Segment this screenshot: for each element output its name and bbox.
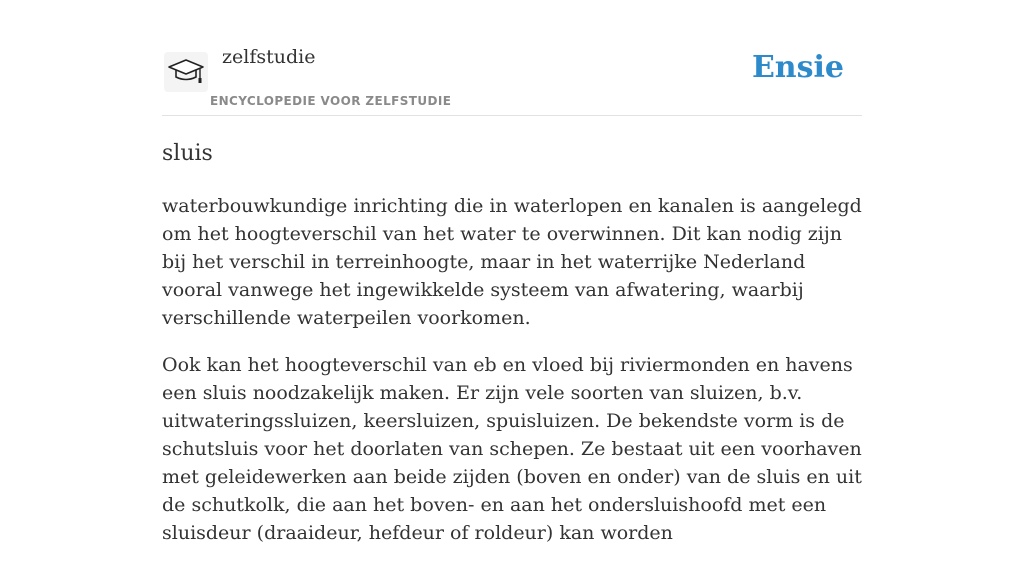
site-header bbox=[162, 0, 862, 116]
article-title: sluis bbox=[162, 141, 213, 166]
graduation-cap-icon-svg bbox=[167, 57, 205, 87]
brand-logo[interactable]: Ensie bbox=[751, 50, 844, 85]
graduation-cap-icon[interactable] bbox=[164, 52, 208, 92]
site-title[interactable]: zelfstudie bbox=[222, 46, 316, 68]
article-body bbox=[162, 192, 862, 566]
content-container bbox=[162, 0, 862, 544]
site-tagline: ENCYCLOPEDIE VOOR ZELFSTUDIE bbox=[210, 94, 452, 108]
article-paragraph: Ook kan het hoogteverschil van eb en vloed bij riviermonden en havens een sluis noodzakelijk maken. Er zijn vele soorten van sluizen, b.v. uitwateringssluizen, keersluizen, spuisluizen. De bekendste vorm is de schutsluis voor het doorlaten van schepen. Ze bestaat uit een voorhaven met geleidewerken aan beide zijden (boven en onder) van de sluis en uit de schutkolk, die aan het boven- en aan het ondersluishoofd met een sluisdeur (draaideur, hefdeur of roldeur) kan worden bbox=[162, 354, 862, 544]
article-paragraph: waterbouwkundige inrichting die in waterlopen en kanalen is aangelegd om het hoogteverschil van het water te overwinnen. Dit kan nodig zijn bij het verschil in terreinhoogte, maar in het waterrijke Nederland vooral vanwege het ingewikkelde systeem van afwatering, waarbij verschillende waterpeilen voorkomen. bbox=[162, 195, 862, 329]
